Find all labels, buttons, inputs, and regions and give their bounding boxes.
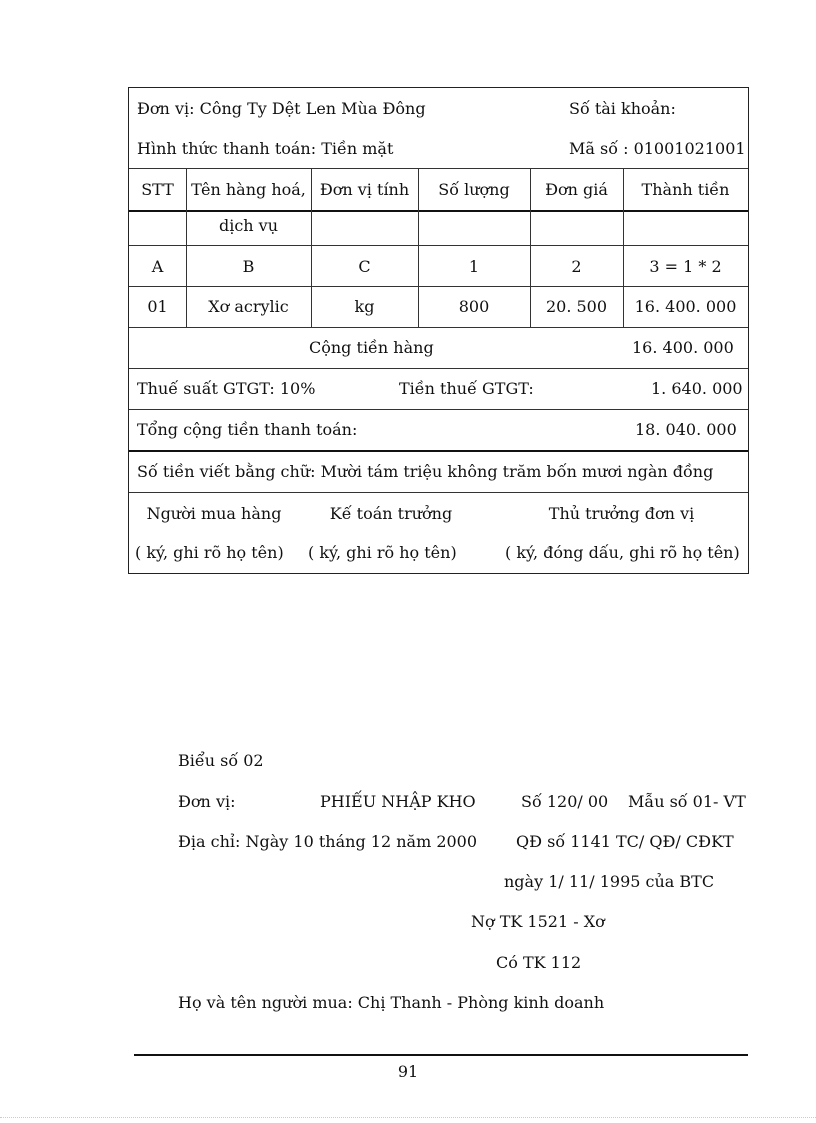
- invoice-box: [128, 87, 749, 574]
- table-cell: 2: [571, 257, 582, 276]
- receipt-decision: QĐ số 1141 TC/ QĐ/ CĐKT: [516, 832, 734, 851]
- divider: [129, 245, 748, 246]
- signature-accountant-note: ( ký, ghi rõ họ tên): [308, 543, 457, 562]
- unit-name: Đơn vị: Công Ty Dệt Len Mùa Đông: [137, 99, 426, 118]
- divider: [129, 168, 748, 169]
- signature-head-note: ( ký, đóng dấu, ghi rõ họ tên): [505, 543, 740, 562]
- signature-head: Thủ trưởng đơn vị: [548, 504, 695, 523]
- table-header-item-cont: dịch vụ: [218, 216, 279, 235]
- page-number: 91: [397, 1062, 419, 1081]
- receipt-credit-account: Có TK 112: [496, 953, 582, 972]
- signature-accountant: Kế toán trưởng: [329, 504, 453, 523]
- vat-value: 1. 640. 000: [651, 379, 743, 398]
- vat-label: Tiền thuế GTGT:: [399, 379, 534, 398]
- table-header-unit: Đơn vị tính: [319, 180, 410, 199]
- receipt-title: PHIẾU NHẬP KHO: [320, 792, 476, 811]
- table-header-price: Đơn giá: [545, 180, 608, 199]
- footer-rule: [134, 1054, 748, 1056]
- table-cell: A: [151, 257, 164, 276]
- divider: [129, 368, 748, 369]
- receipt-form-number: Mẫu số 01- VT: [628, 792, 746, 811]
- signature-buyer: Người mua hàng: [146, 504, 282, 523]
- total-value: 18. 040. 000: [635, 420, 737, 439]
- table-cell: kg: [354, 297, 375, 316]
- amount-in-words: Số tiền viết bằng chữ: Mười tám triệu không trăm bốn mươi ngàn đồng: [137, 462, 714, 481]
- divider: [129, 286, 748, 287]
- table-cell: B: [242, 257, 255, 276]
- page-edge: [0, 1117, 816, 1118]
- tax-code: Mã số : 01001021001: [569, 139, 746, 158]
- table-cell: 800: [458, 297, 490, 316]
- table-header-stt: STT: [141, 180, 174, 199]
- form-label: Biểu số 02: [178, 751, 264, 770]
- table-cell: 20. 500: [545, 297, 608, 316]
- vat-rate: Thuế suất GTGT: 10%: [137, 379, 316, 398]
- subtotal-value: 16. 400. 000: [632, 338, 734, 357]
- table-cell: 3 = 1 * 2: [649, 257, 722, 276]
- table-cell: C: [358, 257, 371, 276]
- divider: [129, 492, 748, 493]
- payment-method: Hình thức thanh toán: Tiền mặt: [137, 139, 394, 158]
- receipt-buyer: Họ và tên người mua: Chị Thanh - Phòng kinh doanh: [178, 993, 605, 1012]
- account-number: Số tài khoản:: [569, 99, 676, 118]
- table-cell: 01: [147, 297, 168, 316]
- divider: [129, 450, 748, 452]
- receipt-decision-date: ngày 1/ 11/ 1995 của BTC: [504, 872, 715, 891]
- receipt-number: Số 120/ 00: [521, 792, 609, 811]
- signature-buyer-note: ( ký, ghi rõ họ tên): [135, 543, 284, 562]
- divider: [129, 409, 748, 410]
- divider: [129, 210, 748, 212]
- receipt-unit-label: Đơn vị:: [178, 792, 236, 811]
- receipt-address-date: Địa chỉ: Ngày 10 tháng 12 năm 2000: [178, 832, 478, 851]
- subtotal-label: Cộng tiền hàng: [309, 338, 434, 357]
- table-cell: Xơ acrylic: [208, 297, 289, 316]
- divider: [129, 327, 748, 328]
- total-label: Tổng cộng tiền thanh toán:: [137, 420, 358, 439]
- table-header-quantity: Số lượng: [438, 180, 510, 199]
- table-header-amount: Thành tiền: [641, 180, 730, 199]
- receipt-debit-account: Nợ TK 1521 - Xơ: [471, 912, 605, 931]
- table-cell: 16. 400. 000: [634, 297, 737, 316]
- table-header-item: Tên hàng hoá,: [191, 180, 306, 199]
- table-cell: 1: [468, 257, 480, 276]
